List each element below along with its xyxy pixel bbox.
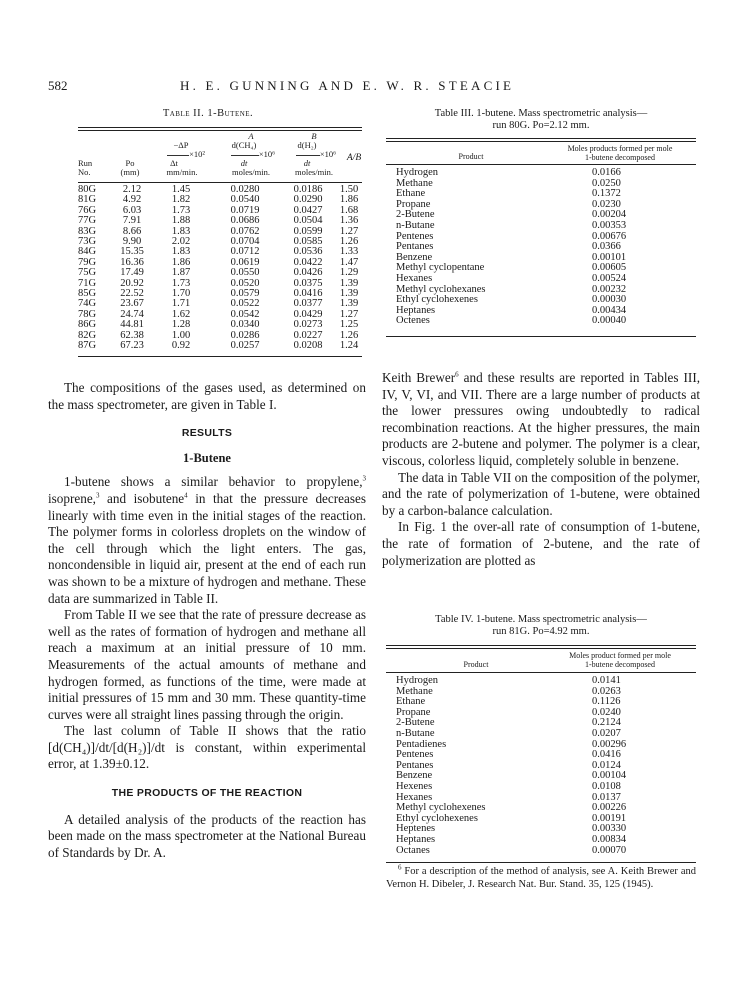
table-cell: 0.00232 [592, 283, 627, 295]
table-cell: 0.00040 [592, 315, 627, 327]
paragraph: The compositions of the gases used, as determined on the mass spectrometer, are given in Table I. [48, 380, 366, 412]
table4-body [396, 676, 686, 856]
table-cell: 0.0719 [230, 204, 260, 216]
table-row [396, 750, 686, 761]
table-row [396, 676, 686, 687]
table-cell: 2-Butene [396, 717, 435, 729]
table-row [396, 729, 686, 740]
table-cell: 0.0585 [293, 236, 323, 248]
table-cell: 0.0712 [230, 246, 260, 258]
table-cell: Methyl cyclopentane [396, 262, 485, 274]
table-cell: 0.0704 [230, 236, 260, 248]
table-row [396, 782, 686, 793]
table-cell: 0.0426 [293, 267, 323, 279]
table-cell: 0.00296 [592, 738, 627, 750]
table4-top-rule [386, 645, 696, 649]
table-row [396, 221, 686, 232]
paragraph: The last column of Table II shows that the ratio [d(CH₄)]/dt/[d(H₂)]/dt is constant, within experimental error, at 1.39±0.12. [48, 723, 366, 772]
running-head: H. E. GUNNING AND E. W. R. STEACIE [180, 78, 515, 93]
table-cell: 0.00434 [592, 304, 627, 316]
table-row [396, 274, 686, 285]
table-cell: 1.86 [339, 194, 359, 206]
table-cell: 0.00104 [592, 770, 627, 782]
table-cell: 1.50 [339, 184, 359, 195]
table-cell: 77G [78, 215, 97, 227]
table-cell: Heptanes [396, 833, 436, 845]
table-row [78, 341, 362, 351]
table-cell: 2.12 [122, 184, 142, 195]
table-cell: Octenes [396, 315, 430, 327]
table-cell: 1.28 [171, 319, 191, 331]
table-cell: 0.1126 [592, 696, 621, 708]
table-cell: Ethane [396, 188, 426, 200]
table2-header: Run No. Po (mm) −ΔP ×10² Δt mm/min. A d(CH₄) ×10⁶ dt moles/min. B d(H₂) ×10⁶ dt moles/min. A/B [78, 131, 362, 177]
footnote: $^6$ For a description of the method of analysis, see A. Keith Brewer and Vernon H. Dibeler, J. Research Nat. Bur. Stand. 35, 125 (1945). [386, 863, 696, 890]
table-cell: 0.0286 [230, 329, 260, 341]
table-cell: 0.0536 [293, 246, 323, 258]
table-cell: 1.36 [339, 215, 359, 227]
paragraph: The data in Table VII on the composition of the polymer, and the rate of polymerization of 1-butene, were obtained by a carbon-balance calculation. [382, 469, 700, 518]
table-row [396, 835, 686, 846]
table-cell: 1.39 [339, 288, 359, 300]
paragraph: From Table II we see that the rate of pressure decrease as well as the rates of formation of hydrogen and methane all reach a maximum at an initial pressure of 10 mm. Measurements of the actual amounts of methane and hydrogen formed, as functions of the time, were made at initial pressures of 15 mm and 30 mm. These quantity-time curves were all straight lines passing through the origin. [48, 607, 366, 722]
table3-top-rule [386, 138, 696, 142]
table3-body [396, 168, 686, 327]
table-row [396, 242, 686, 253]
subsection-heading-1-butene: 1-Butene [183, 450, 231, 465]
table-cell: 0.0375 [293, 277, 323, 289]
table-cell: 0.0542 [230, 308, 260, 320]
table-cell: 0.00605 [592, 262, 627, 274]
table-cell: 0.0429 [293, 308, 323, 320]
table-cell: 1.83 [171, 246, 191, 258]
table-row [396, 263, 686, 274]
table-cell: 74G [78, 298, 97, 310]
right-column [382, 370, 700, 569]
table2-bottom-rule [78, 356, 362, 357]
table-cell: 0.00030 [592, 294, 627, 306]
table-row [396, 210, 686, 221]
table-row [396, 697, 686, 708]
table-cell: 6.03 [122, 204, 142, 216]
table-cell: 73G [78, 236, 97, 248]
table-cell: 1.39 [339, 277, 359, 289]
table-row [396, 168, 686, 179]
table-cell: 67.23 [120, 340, 144, 352]
table-row [396, 824, 686, 835]
table-cell: 0.0366 [592, 241, 621, 253]
table-cell: 0.0280 [230, 184, 260, 195]
table-row [396, 708, 686, 719]
table-cell: Hexenes [396, 780, 433, 792]
table-cell: 0.0422 [293, 256, 323, 268]
table-cell: Methyl cyclohexanes [396, 283, 486, 295]
table-cell: 7.91 [122, 215, 142, 227]
table-cell: Hydrogen [396, 675, 438, 686]
table-cell: 0.0207 [592, 727, 621, 739]
table-cell: 0.0230 [592, 198, 621, 210]
table-cell: Pentanes [396, 241, 434, 253]
table-cell: 0.0273 [293, 319, 323, 331]
page-number: 582 [48, 78, 68, 93]
table-row [396, 718, 686, 729]
table-cell: 44.81 [120, 319, 144, 331]
table-cell: 80G [78, 184, 97, 195]
table-cell: 0.0550 [230, 267, 260, 279]
table-cell: 75G [78, 267, 97, 279]
table-cell: 86G [78, 319, 97, 331]
table-cell: Pentadienes [396, 738, 447, 750]
table-cell: 82G [78, 329, 97, 341]
table-cell: 1.26 [339, 329, 359, 341]
table-row [396, 814, 686, 825]
table-cell: 0.0227 [293, 329, 323, 341]
left-column [48, 380, 366, 861]
table-cell: 0.0619 [230, 256, 260, 268]
table4-head-moles: Moles product formed per mole 1-butene decomposed [569, 651, 671, 669]
table2-body [78, 185, 362, 352]
table-cell: 0.0124 [592, 759, 621, 771]
section-heading-products: THE PRODUCTS OF THE REACTION [111, 787, 303, 800]
table-cell: Octanes [396, 844, 430, 856]
table-cell: 0.0290 [293, 194, 323, 206]
table-cell: 1.29 [339, 267, 359, 279]
table-cell: 1.45 [171, 184, 191, 195]
table-cell: 1.71 [171, 298, 191, 310]
paragraph: In Fig. 1 the over-all rate of consumption of 1-butene, the rate of formation of 2-butene, and the rate of polymerization are plotted as [382, 519, 700, 568]
table2-head-rule [78, 182, 362, 183]
table-cell: 1.73 [171, 204, 191, 216]
table-cell: 1.83 [171, 225, 191, 237]
table-cell: 2-Butene [396, 209, 435, 221]
table-cell: 15.35 [120, 246, 144, 258]
table-cell: 1.25 [339, 319, 359, 331]
table4-bottom-rule [386, 862, 696, 863]
table-cell: 8.66 [122, 225, 142, 237]
table-cell: Methane [396, 177, 433, 189]
table-cell: 1.62 [171, 308, 191, 320]
table2-top-rule [78, 127, 362, 131]
table2-caption: Table II. 1-Butene. [162, 108, 254, 119]
table3-head-rule [386, 164, 696, 165]
table-cell: Hydrogen [396, 167, 438, 178]
table-cell: 0.0141 [592, 675, 621, 686]
table-cell: Pentenes [396, 749, 434, 761]
table-cell: 0.0240 [592, 706, 621, 718]
table-cell: 0.00204 [592, 209, 627, 221]
table-cell: Hexanes [396, 791, 433, 803]
table-cell: 1.47 [339, 256, 359, 268]
table-cell: 0.00353 [592, 219, 627, 231]
table-cell: Propane [396, 198, 431, 210]
table-cell: 1.68 [339, 204, 359, 216]
table-row [396, 761, 686, 772]
table-cell: 0.0579 [230, 288, 260, 300]
table-cell: 0.00226 [592, 802, 627, 814]
table-cell: 20.92 [120, 277, 144, 289]
table-row [396, 316, 686, 327]
table-cell: 1.87 [171, 267, 191, 279]
table-row [396, 771, 686, 782]
table-row [396, 200, 686, 211]
table-cell: 0.00330 [592, 823, 627, 835]
table-cell: 71G [78, 277, 97, 289]
table-cell: 87G [78, 340, 97, 352]
table-cell: 24.74 [120, 308, 144, 320]
table-cell: 17.49 [120, 267, 144, 279]
table-row [396, 846, 686, 857]
table-cell: 0.0520 [230, 277, 260, 289]
table-cell: 0.00676 [592, 230, 627, 242]
table-cell: n-Butane [396, 219, 435, 231]
table-cell: 0.0137 [592, 791, 621, 803]
table-cell: 0.00524 [592, 272, 627, 284]
table-cell: Heptenes [396, 823, 436, 835]
table-cell: 0.00191 [592, 812, 627, 824]
table-cell: Heptanes [396, 304, 436, 316]
table-cell: 76G [78, 204, 97, 216]
table-row [396, 232, 686, 243]
table-row [396, 740, 686, 751]
table-cell: Benzene [396, 251, 433, 263]
table3-head-moles: Moles products formed per mole 1-butene decomposed [567, 144, 673, 162]
table-cell: 9.90 [122, 236, 142, 248]
table-cell: 81G [78, 194, 97, 206]
table-cell: 22.52 [120, 288, 144, 300]
table-cell: 1.27 [339, 225, 359, 237]
table-cell: 0.0340 [230, 319, 260, 331]
table-cell: 0.2124 [592, 717, 621, 729]
table-cell: 1.70 [171, 288, 191, 300]
table-cell: 0.0108 [592, 780, 621, 792]
table4-head-product: Product [463, 660, 489, 669]
table-cell: 0.0250 [592, 177, 621, 189]
table-row [396, 687, 686, 698]
table-cell: 0.0257 [230, 340, 260, 352]
table-cell: 1.82 [171, 194, 191, 206]
table-cell: 0.0186 [293, 184, 323, 195]
table3-head-product: Product [458, 152, 484, 161]
table-cell: 0.0427 [293, 204, 323, 216]
paragraph: Keith Brewer$^6$ and these results are reported in Tables III, IV, V, VI, and VII. There are a large number of products at the lower pressures owing undoubtedly to radical recombination reactions. At the higher pressures, the main products are 2-butene and polymer. The polymer is a clear, viscous, colorless liquid, completely soluble in benzene. [382, 370, 701, 468]
table-cell: 16.36 [120, 256, 144, 268]
table4-caption: Table IV. 1-butene. Mass spectrometric analysis— run 81G. Po=4.92 mm. [435, 614, 647, 637]
table-cell: Propane [396, 706, 431, 718]
table-cell: 1.27 [339, 308, 359, 320]
table-row [396, 189, 686, 200]
table-cell: 0.0377 [293, 298, 323, 310]
table-cell: Ethyl cyclohexenes [396, 812, 478, 824]
table-cell: 0.0540 [230, 194, 260, 206]
table-cell: 0.00101 [592, 251, 627, 263]
table-cell: 0.0263 [592, 685, 621, 697]
table-cell: n-Butane [396, 727, 435, 739]
table-cell: 79G [78, 256, 97, 268]
table-cell: 0.0522 [230, 298, 260, 310]
table-cell: Methane [396, 685, 433, 697]
table-cell: 83G [78, 225, 97, 237]
table-cell: 0.0686 [230, 215, 260, 227]
table-cell: 1.26 [339, 236, 359, 248]
table-cell: 0.0166 [592, 167, 621, 178]
table3-bottom-rule [386, 336, 696, 337]
table-cell: 2.02 [171, 236, 191, 248]
table-cell: 0.00834 [592, 833, 627, 845]
table4-head-rule [386, 672, 696, 673]
table3-caption: Table III. 1-butene. Mass spectrometric analysis— run 80G. Po=2.12 mm. [434, 108, 648, 131]
section-heading-results: RESULTS [181, 427, 233, 440]
table-cell: Ethane [396, 696, 426, 708]
paragraph: A detailed analysis of the products of the reaction has been made on the mass spectrometer at the National Bureau of Standards by Dr. A. [48, 811, 366, 860]
table-cell: 1.33 [339, 246, 359, 258]
table-cell: 1.24 [339, 340, 359, 352]
table-cell: 0.0762 [230, 225, 260, 237]
table-cell: 0.0416 [293, 288, 323, 300]
table-cell: 78G [78, 308, 97, 320]
table-cell: 23.67 [120, 298, 144, 310]
table-cell: 85G [78, 288, 97, 300]
table-cell: 1.88 [171, 215, 191, 227]
table-cell: 0.0208 [293, 340, 323, 352]
table-cell: Ethyl cyclohexenes [396, 294, 478, 306]
paragraph: 1-butene shows a similar behavior to propylene,$^3$ isoprene,$^3$ and isobutene$^4$ in that the pressure decreases linearly with time even in the initial stages of the reaction. The polymer forms in colorless droplets on the window of the cell through which the light enters. The gas, noncondensible in liquid air, present at the end of each run was shown to be a mixture of hydrogen and methane. These data are summarized in Table II. [48, 474, 366, 606]
table-cell: 4.92 [122, 194, 142, 206]
table-cell: 0.0599 [293, 225, 323, 237]
table-row [396, 179, 686, 190]
table-cell: 1.39 [339, 298, 359, 310]
table-cell: 1.00 [171, 329, 191, 341]
table-cell: Hexanes [396, 272, 433, 284]
table-cell: 0.00070 [592, 844, 627, 856]
table-cell: 1.86 [171, 256, 191, 268]
table-cell: Pentanes [396, 759, 434, 771]
table-cell: 0.0504 [293, 215, 323, 227]
table-cell: 0.92 [171, 340, 191, 352]
table-cell: 0.0416 [592, 749, 621, 761]
table-cell: Methyl cyclohexenes [396, 802, 486, 814]
table-cell: 62.38 [120, 329, 144, 341]
table-cell: 1.73 [171, 277, 191, 289]
table-cell: Benzene [396, 770, 433, 782]
table-row [396, 306, 686, 317]
table-cell: 84G [78, 246, 97, 258]
table-row [396, 295, 686, 306]
table-cell: Pentenes [396, 230, 434, 242]
table-cell: 0.1372 [592, 188, 621, 200]
